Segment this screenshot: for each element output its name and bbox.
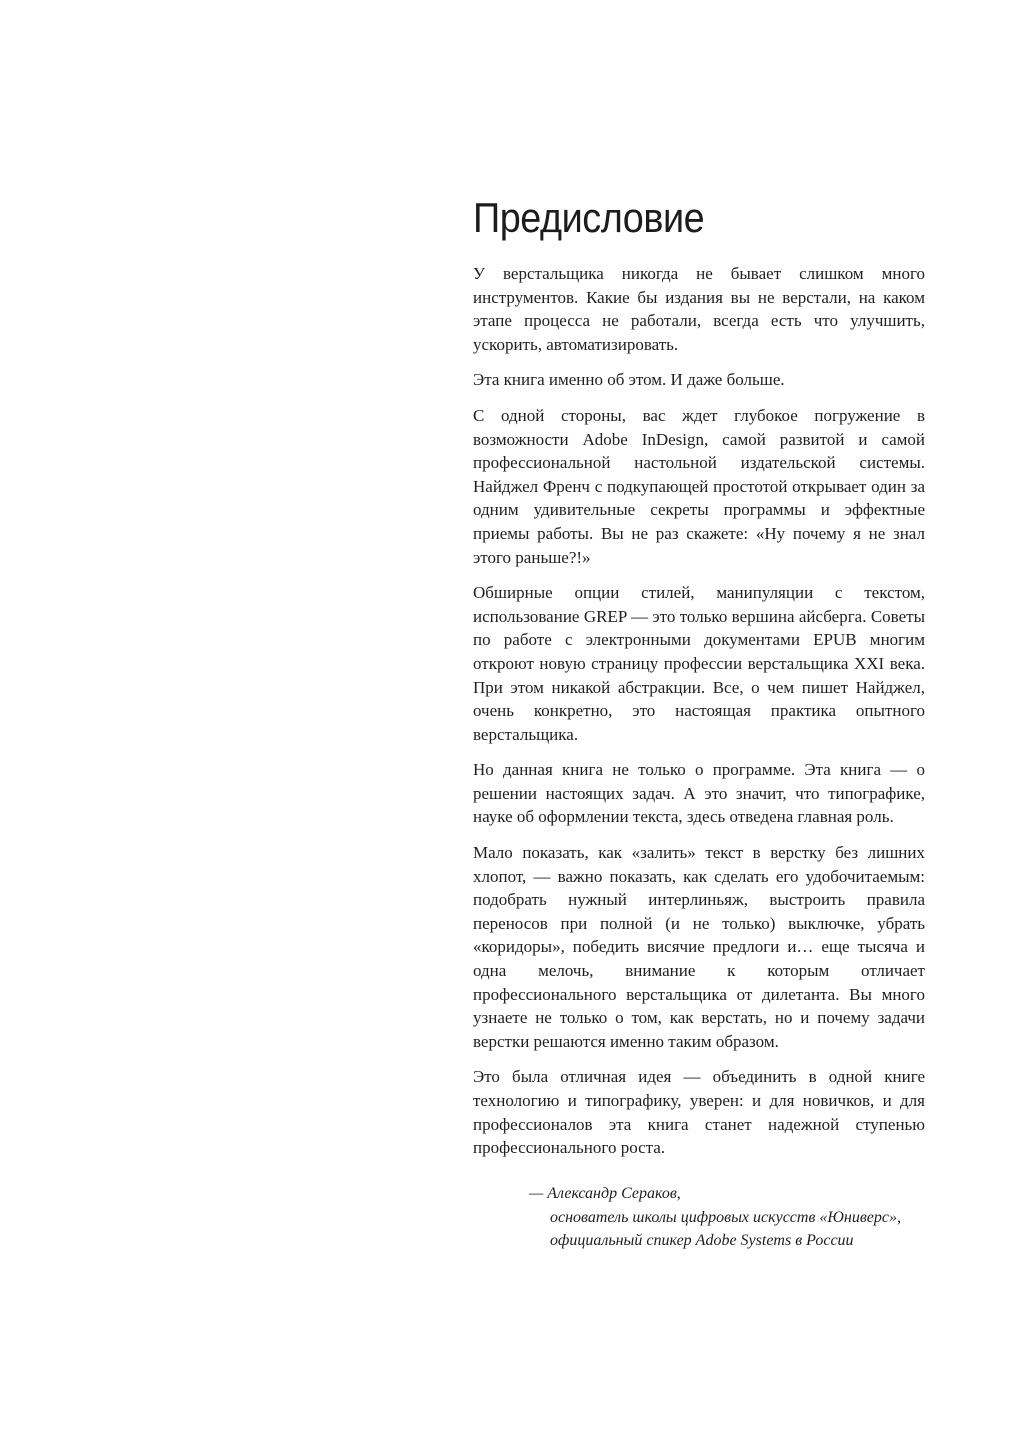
attribution-name: — Александр Сераков, <box>529 1185 681 1202</box>
paragraph: Мало показать, как «залить» текст в верстку без лишних хлопот, — важно показать, как сделать его удобочитаемым: подобрать нужный интерлиньяж, выстроить правила переносов при полной (и не только) выключке, убрать «коридоры», победить висячие предлоги и… еще тысяча и одна мелочь, внимание к которым отличает профессионального верстальщика от дилетанта. Вы много узнаете не только о том, как верстать, но и почему задачи верстки решаются именно таким образом. <box>473 843 925 1051</box>
paragraph: С одной стороны, вас ждет глубокое погружение в возможности Adobe InDesign, самой развитой и самой профессиональной настольной издательской системы. Найджел Френч с подкупающей простотой открывает один за одним удивительные секреты программы и эффектные приемы работы. Вы не раз скажете: «Ну почему я не знал этого раньше?!» <box>473 405 925 567</box>
attribution-affiliation: официальный спикер Adobe Systems в России <box>550 1232 854 1249</box>
paragraph: Это была отличная идея — объединить в одной книге технологию и типографику, уверен: и для новичков, и для профессионалов эта книга станет надежной ступенью профессионального роста. <box>473 1067 925 1158</box>
attribution <box>529 1182 949 1253</box>
attribution-role: основатель школы цифровых искусств «Юниверс», <box>550 1208 901 1226</box>
paragraph: Эта книга именно об этом. И даже больше. <box>473 370 785 390</box>
paragraph: Обширные опции стилей, манипуляции с текстом, использование GREP — это только вершина айсберга. Советы по работе с электронными документами EPUB многим откроют новую страницу профессии верстальщика XXI века. При этом никакой абстракции. Все, о чем пишет Найджел, очень конкретно, это настоящая практика опытного верстальщика. <box>473 583 925 744</box>
paragraph: Но данная книга не только о программе. Эта книга — о решении настоящих задач. А это значит, что типографике, науке об оформлении текста, здесь отведена главная роль. <box>473 760 925 827</box>
paragraph: У верстальщика никогда не бывает слишком много инструментов. Какие бы издания вы не верстали, на каком этапе процесса не работали, всегда есть что улучшить, ускорить, автоматизировать. <box>473 264 925 354</box>
page-title: Предисловие <box>473 194 705 241</box>
preface-body <box>473 262 925 1172</box>
